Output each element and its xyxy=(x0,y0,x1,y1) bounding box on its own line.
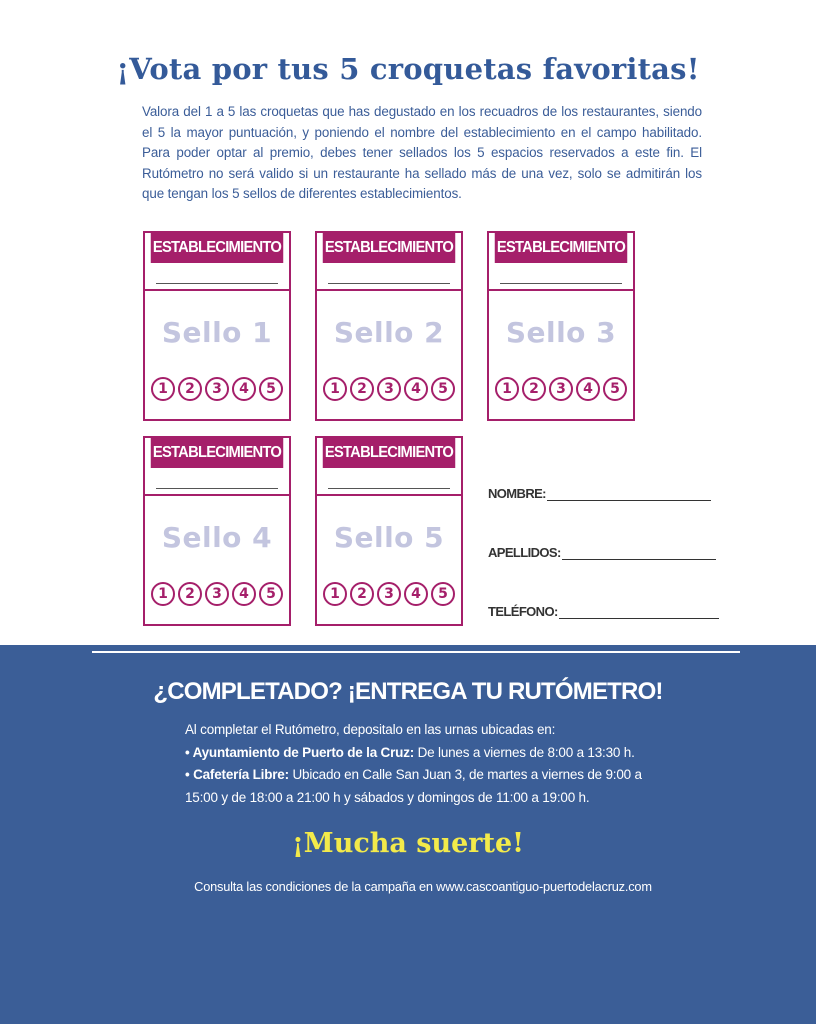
stamp-card xyxy=(487,231,635,421)
rating-4[interactable]: 4 xyxy=(232,377,256,401)
rating-4[interactable]: 4 xyxy=(232,582,256,606)
stamp-area: Sello 3 xyxy=(505,316,617,349)
stamp-card xyxy=(315,436,463,626)
page-title: ¡Vota por tus 5 croquetas favoritas! xyxy=(116,52,700,86)
rating-2[interactable]: 2 xyxy=(350,377,374,401)
rating-3[interactable]: 3 xyxy=(205,377,229,401)
rating-3[interactable]: 3 xyxy=(205,582,229,606)
rating-5[interactable]: 5 xyxy=(259,377,283,401)
card-header: ESTABLECIMIENTO xyxy=(323,233,455,263)
establishment-name-field[interactable] xyxy=(317,468,461,496)
rating-4[interactable]: 4 xyxy=(404,582,428,606)
rating-5[interactable]: 5 xyxy=(431,582,455,606)
location-hours: De lunes a viernes de 8:00 a 13:30 h. xyxy=(414,744,635,760)
nombre-label: NOMBRE: xyxy=(488,486,546,501)
rating-options xyxy=(489,375,633,401)
rating-2[interactable]: 2 xyxy=(522,377,546,401)
telefono-label: TELÉFONO: xyxy=(488,604,558,619)
rating-2[interactable]: 2 xyxy=(350,582,374,606)
rating-options xyxy=(145,375,289,401)
rating-1[interactable]: 1 xyxy=(323,582,347,606)
location-ayuntamiento xyxy=(185,742,675,765)
establishment-name-field[interactable] xyxy=(145,468,289,496)
stamp-area: Sello 4 xyxy=(161,521,273,554)
rating-2[interactable]: 2 xyxy=(178,582,202,606)
stamp-area: Sello 1 xyxy=(161,316,273,349)
intro-text: Valora del 1 a 5 las croquetas que has degustado en los recuadros de los restaurantes, siendo el 5 la mayor puntuación, y poniendo el nombre del establecimiento en el campo habilitado. Para poder optar al premio, debes tener sellados los 5 espacios reservados a este fin. El Rutómetro no será valido si un restaurante ha sellado más de una vez, solo se admitirán los que tengan los 5 sellos de diferentes establecimientos. xyxy=(142,104,702,201)
stamp-area: Sello 2 xyxy=(333,316,445,349)
card-header: ESTABLECIMIENTO xyxy=(151,233,283,263)
rating-options xyxy=(317,375,461,401)
rating-5[interactable]: 5 xyxy=(259,582,283,606)
establishment-name-field[interactable] xyxy=(489,263,633,291)
telefono-field xyxy=(488,604,719,619)
location-name: • Ayuntamiento de Puerto de la Cruz: xyxy=(185,744,415,760)
establishment-name-field[interactable] xyxy=(145,263,289,291)
rating-5[interactable]: 5 xyxy=(603,377,627,401)
rating-3[interactable]: 3 xyxy=(549,377,573,401)
rating-4[interactable]: 4 xyxy=(404,377,428,401)
card-header: ESTABLECIMIENTO xyxy=(323,438,455,468)
rating-1[interactable]: 1 xyxy=(151,377,175,401)
divider xyxy=(92,651,740,653)
stamp-area: Sello 5 xyxy=(333,521,445,554)
delivery-intro: Al completar el Rutómetro, depositalo en las urnas ubicadas en: xyxy=(185,722,556,737)
location-cafeteria xyxy=(185,764,675,809)
footer-panel xyxy=(0,645,816,1024)
conditions-link-text[interactable]: Consulta las condiciones de la campaña en www.cascoantiguo-puertodelacruz.com xyxy=(194,879,652,894)
delivery-instructions xyxy=(185,719,675,809)
apellidos-field xyxy=(488,545,716,560)
good-luck-message: ¡Mucha suerte! xyxy=(291,828,525,859)
location-name: • Cafetería Libre: xyxy=(185,767,289,782)
apellidos-input-line[interactable] xyxy=(562,546,716,560)
establishment-name-field[interactable] xyxy=(317,263,461,291)
stamp-card xyxy=(315,231,463,421)
location-hours: Ubicado en Calle San Juan 3, de martes a viernes de 9:00 a 15:00 y de 18:00 a 21:00 h y sábados y domingos de 11:00 a 19:00 h. xyxy=(185,767,642,805)
rating-5[interactable]: 5 xyxy=(431,377,455,401)
footer-title: ¿COMPLETADO? ¡ENTREGA TU RUTÓMETRO! xyxy=(153,678,663,705)
rating-2[interactable]: 2 xyxy=(178,377,202,401)
rating-4[interactable]: 4 xyxy=(576,377,600,401)
nombre-input-line[interactable] xyxy=(547,487,711,501)
rating-3[interactable]: 3 xyxy=(377,377,401,401)
card-header: ESTABLECIMIENTO xyxy=(495,233,627,263)
rating-1[interactable]: 1 xyxy=(151,582,175,606)
rating-options xyxy=(317,580,461,606)
rating-1[interactable]: 1 xyxy=(323,377,347,401)
rating-3[interactable]: 3 xyxy=(377,582,401,606)
rating-1[interactable]: 1 xyxy=(495,377,519,401)
apellidos-label: APELLIDOS: xyxy=(488,545,561,560)
stamp-card xyxy=(143,436,291,626)
nombre-field xyxy=(488,486,711,501)
telefono-input-line[interactable] xyxy=(559,605,719,619)
card-header: ESTABLECIMIENTO xyxy=(151,438,283,468)
stamp-card xyxy=(143,231,291,421)
rating-options xyxy=(145,580,289,606)
